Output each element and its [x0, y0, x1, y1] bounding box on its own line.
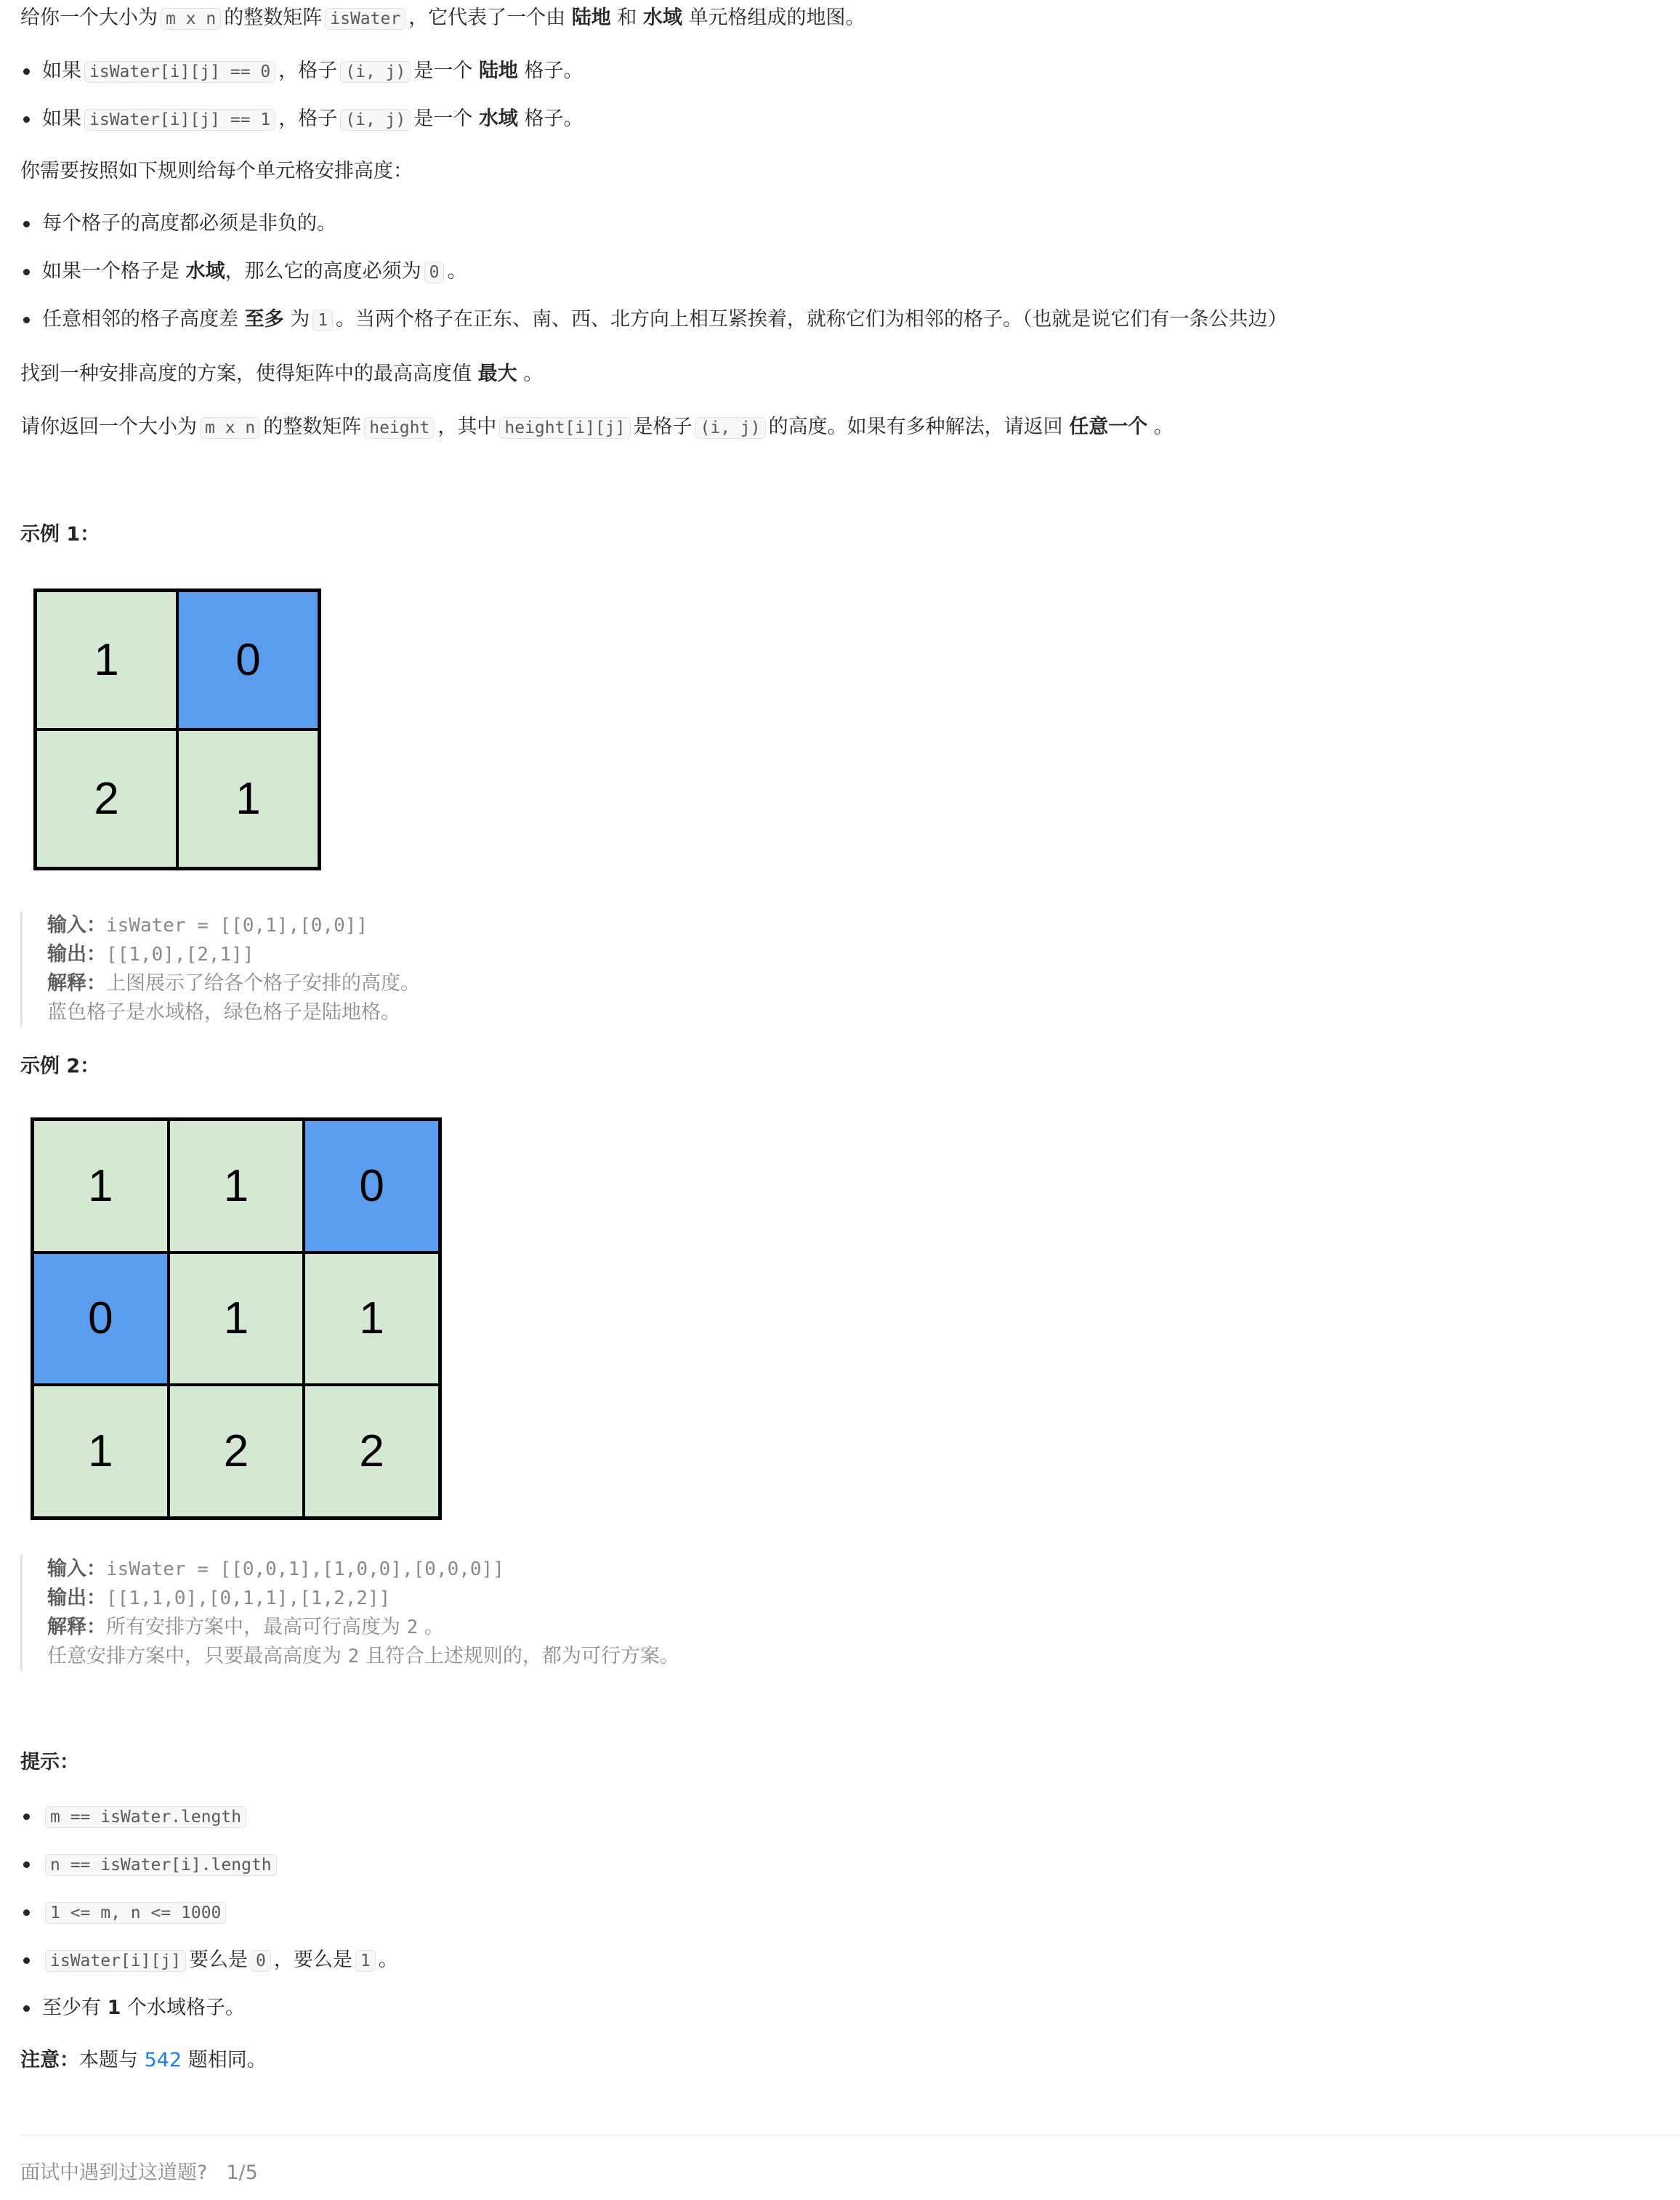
- land-cell: 2: [169, 1385, 304, 1518]
- land-cell: 1: [33, 1385, 169, 1518]
- inline-code: (i, j): [340, 109, 411, 131]
- input-value: isWater = [[0,1],[0,0]]: [106, 915, 368, 937]
- related-problem-link[interactable]: 542: [144, 2049, 182, 2071]
- intro-text: 单元格组成的地图。: [688, 7, 865, 29]
- output-value: [[1,0],[2,1]]: [106, 944, 254, 966]
- example2-output-line: [47, 1584, 679, 1613]
- list-item: [20, 257, 467, 287]
- example1-explain-line: [47, 969, 420, 998]
- list-text: 是一个: [413, 60, 473, 82]
- output-label: 输出：: [47, 943, 106, 966]
- bold-text: 水域: [478, 108, 518, 130]
- land-cell: 1: [177, 729, 319, 868]
- list-item: [20, 105, 583, 134]
- explain-value: 2: [406, 1617, 419, 1638]
- note-text: 本题与: [79, 2049, 138, 2071]
- inline-code: 0: [424, 262, 445, 283]
- note-paragraph: [20, 2046, 267, 2075]
- bold-text: 水域: [185, 260, 225, 283]
- list-text: 格子。: [524, 60, 583, 82]
- list-item: [20, 1850, 280, 1880]
- list-text: 如果: [42, 108, 81, 130]
- bold-text: 任意一个: [1069, 416, 1148, 438]
- inline-code: isWater[i][j] == 0: [84, 61, 275, 83]
- inline-code: m == isWater.length: [45, 1806, 246, 1828]
- land-cell: 2: [36, 729, 177, 868]
- list-text: 至少有: [42, 1997, 101, 2019]
- water-cell: 0: [304, 1120, 440, 1253]
- list-item: [20, 1898, 229, 1928]
- explain-value: 2: [347, 1646, 360, 1667]
- example2-grid-image: [31, 1117, 442, 1520]
- inline-code: isWater[i][j] == 1: [84, 109, 275, 131]
- land-cell: 1: [36, 591, 177, 729]
- explain-label: 解释：: [47, 1616, 106, 1638]
- list-text: ，格子: [278, 108, 338, 130]
- list-item: [20, 1946, 398, 1975]
- list-text: ，那么它的高度必须为: [225, 260, 421, 283]
- inline-code: 1: [312, 310, 333, 331]
- interview-question-text[interactable]: 面试中遇到过这道题?: [20, 2161, 208, 2184]
- find-paragraph: [20, 360, 543, 389]
- land-cell: 1: [169, 1120, 304, 1253]
- explain-label: 解释：: [47, 972, 106, 995]
- need-paragraph: 你需要按照如下规则给每个单元格安排高度：: [20, 160, 413, 182]
- list-text: 。: [378, 1949, 398, 1971]
- list-text: ，格子: [278, 60, 338, 82]
- inline-code: n == isWater[i].length: [45, 1854, 277, 1876]
- intro-text: ，它代表了一个由: [408, 7, 566, 29]
- paragraph-text: 的整数矩阵: [263, 416, 362, 438]
- paragraph-text: 请你返回一个大小为: [20, 416, 197, 438]
- inline-code: (i, j): [340, 61, 411, 83]
- paragraph-text: 找到一种安排高度的方案，使得矩阵中的最高高度值: [20, 363, 472, 385]
- list-text: 任意相邻的格子高度差: [42, 308, 238, 331]
- explain-text: 蓝色格子是水域格，绿色格子是陆地格。: [47, 1001, 400, 1024]
- inline-code: 1 <= m, n <= 1000: [45, 1902, 226, 1924]
- list-item: [20, 305, 1288, 335]
- bold-text: 最大: [477, 363, 517, 385]
- input-value: isWater = [[0,0,1],[1,0,0],[0,0,0]]: [106, 1558, 504, 1580]
- water-cell: 0: [33, 1253, 169, 1386]
- example1-block: [20, 911, 420, 1027]
- paragraph-text: 。: [1153, 416, 1174, 438]
- output-value: [[1,1,0],[0,1,1],[1,2,2]]: [106, 1588, 391, 1609]
- list-text: 如果: [42, 60, 81, 82]
- interview-footer: [20, 2156, 258, 2185]
- paragraph-text: 是格子: [633, 416, 692, 438]
- inline-code: (i, j): [695, 417, 766, 439]
- list-text: 如果一个格子是: [42, 260, 179, 283]
- list-text: 要么是: [189, 1949, 249, 1971]
- note-text: 题相同。: [187, 2049, 267, 2071]
- list-text: 为: [290, 308, 310, 331]
- bold-text: 陆地: [571, 7, 611, 29]
- example1-input-line: [47, 911, 420, 940]
- example2-block: [20, 1555, 679, 1671]
- return-paragraph: [20, 413, 1174, 442]
- water-cell: 0: [177, 591, 319, 729]
- paragraph-text: 的高度。如果有多种解法，请返回: [768, 416, 1063, 438]
- note-label: 注意：: [20, 2049, 79, 2071]
- example2-explain-line: [47, 1642, 679, 1671]
- inline-code: m x n: [200, 417, 260, 439]
- intro-paragraph: [20, 4, 865, 33]
- interview-counter: 1/5: [226, 2161, 258, 2184]
- explain-text: 任意安排方案中，只要最高高度为: [47, 1645, 342, 1667]
- example2-input-line: [47, 1555, 679, 1584]
- intro-text: 和: [617, 7, 637, 29]
- inline-code: height[i][j]: [499, 417, 630, 439]
- list-item: [20, 57, 583, 86]
- inline-code: isWater: [325, 8, 405, 30]
- land-cell: 1: [304, 1253, 440, 1386]
- inline-code: 1: [355, 1950, 376, 1972]
- list-text: 。当两个格子在正东、南、西、北方向上相互紧挨着，就称它们为相邻的格子。（也就是说它们有一条公共边）: [336, 308, 1288, 331]
- explain-text: 且符合上述规则的，都为可行方案。: [365, 1645, 679, 1667]
- intro-text: 给你一个大小为: [20, 7, 158, 29]
- inline-code: 0: [251, 1950, 271, 1972]
- input-label: 输入：: [47, 914, 106, 937]
- example1-title: 示例 1：: [20, 523, 100, 546]
- example2-explain-line: [47, 1613, 679, 1642]
- paragraph-text: 。: [523, 363, 544, 385]
- list-item: [20, 1802, 249, 1832]
- bold-text: 陆地: [478, 60, 518, 82]
- list-text: 。: [447, 260, 467, 283]
- list-text: 每个格子的高度都必须是非负的。: [42, 212, 336, 235]
- land-cell: 2: [304, 1385, 440, 1518]
- paragraph-text: ，其中: [437, 416, 497, 438]
- list-text: 个水域格子。: [126, 1997, 245, 2019]
- explain-text: 上图展示了给各个格子安排的高度。: [106, 972, 420, 995]
- output-label: 输出：: [47, 1587, 106, 1609]
- example1-output-line: [47, 940, 420, 969]
- list-text: 是一个: [413, 108, 473, 130]
- inline-code: isWater[i][j]: [45, 1950, 186, 1972]
- land-cell: 1: [169, 1253, 304, 1386]
- bold-text: 1: [107, 1997, 121, 2019]
- bold-text: 至多: [244, 308, 284, 331]
- list-item: [20, 209, 336, 238]
- land-cell: 1: [33, 1120, 169, 1253]
- inline-code: m x n: [161, 8, 221, 30]
- input-label: 输入：: [47, 1558, 106, 1580]
- explain-text: 所有安排方案中，最高可行高度为: [106, 1616, 400, 1638]
- explain-text: 。: [424, 1616, 444, 1638]
- example2-title: 示例 2：: [20, 1055, 100, 1077]
- intro-text: 的整数矩阵: [224, 7, 323, 29]
- bold-text: 水域: [642, 7, 682, 29]
- list-item: [20, 1994, 245, 2023]
- list-text: 格子。: [524, 108, 583, 130]
- example1-grid-image: [33, 589, 321, 870]
- inline-code: height: [364, 417, 435, 439]
- hints-title: 提示：: [20, 1751, 79, 1774]
- list-text: ，要么是: [273, 1949, 352, 1971]
